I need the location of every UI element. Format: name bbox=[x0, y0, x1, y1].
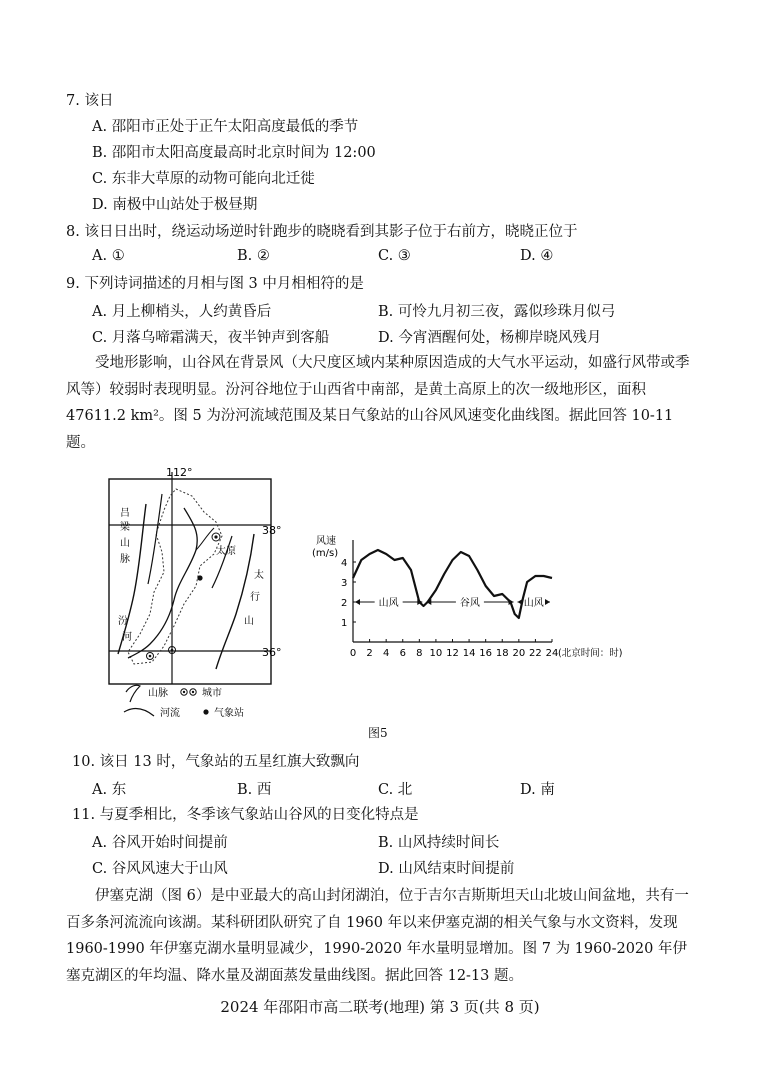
x-tick-label: 14 bbox=[462, 648, 476, 659]
x-tick-label: 24 bbox=[545, 648, 559, 659]
q10-stem: 10. 该日 13 时，气象站的五星红旗大致飘向 bbox=[72, 754, 360, 770]
q9-option-a: A. 月上柳梢头，人约黄昏后 bbox=[92, 304, 272, 320]
q8-options bbox=[92, 248, 692, 268]
q7-option-b: B. 邵阳市太阳高度最高时北京时间为 12:00 bbox=[92, 145, 376, 161]
arrow-head bbox=[355, 599, 360, 605]
page-footer: 2024 年邵阳市高二联考(地理) 第 3 页(共 8 页) bbox=[220, 998, 540, 1016]
weather-station-marker bbox=[197, 575, 202, 580]
arrow-head bbox=[518, 599, 523, 605]
map-label-fen: 汾 bbox=[118, 616, 128, 627]
q8-stem: 8. 该日日出时，绕运动场逆时针跑步的晓晓看到其影子位于右前方，晓晓正位于 bbox=[66, 224, 578, 240]
wind-period-label: 谷风 bbox=[459, 598, 480, 609]
q11-option-a: A. 谷风开始时间提前 bbox=[92, 835, 228, 851]
q9-option-d: D. 今宵酒醒何处，杨柳岸晓风残月 bbox=[378, 330, 602, 346]
q10-option-a: A. 东 bbox=[92, 782, 127, 798]
q9-options-row1 bbox=[92, 300, 692, 320]
map-label-shan2: 山 bbox=[244, 616, 254, 627]
arrow-head bbox=[545, 599, 550, 605]
x-tick-label: 18 bbox=[495, 648, 509, 659]
q7-stem: 7. 该日 bbox=[66, 93, 114, 109]
q7-option-d: D. 南极中山站处于极昼期 bbox=[92, 197, 258, 213]
lon-112-label: 112° bbox=[166, 466, 193, 479]
x-tick-label: 20 bbox=[512, 648, 526, 659]
x-axis-label: (北京时间：时) bbox=[558, 648, 623, 659]
q8-option-a: A. ① bbox=[92, 248, 125, 264]
x-tick-label: 2 bbox=[366, 648, 373, 659]
map-label-tai: 太 bbox=[254, 570, 264, 581]
map-label-hang: 行 bbox=[250, 592, 260, 603]
lat-38-label: 38° bbox=[262, 524, 282, 537]
q11-options-row1 bbox=[92, 831, 692, 851]
q9-option-b: B. 可怜九月初三夜，露似珍珠月似弓 bbox=[378, 304, 616, 320]
x-tick-label: 4 bbox=[382, 648, 390, 659]
q8-option-c: C. ③ bbox=[378, 248, 411, 264]
x-tick-label: 0 bbox=[349, 648, 357, 659]
lat-36-label: 36° bbox=[262, 646, 282, 659]
q10-option-c: C. 北 bbox=[378, 782, 413, 798]
wind-period-label: 山风 bbox=[523, 598, 544, 609]
x-tick-label: 6 bbox=[399, 648, 406, 659]
legend-river-label: 河流 bbox=[160, 708, 180, 719]
intro-paragraph-10-11: 受地形影响，山谷风在背景风（大尺度区域内某种原因造成的大气水平运动，如盛行风带或季风等）较弱时表现明显。汾河谷地位于山西省中南部，是黄土高原上的次一级地形区，面积 47611.2 km²。图 5 为汾河流域范围及某日气象站的山谷风风速变化曲线图。据此回答 10-11 题。 bbox=[66, 355, 690, 451]
x-tick-label: 8 bbox=[416, 648, 423, 659]
q11-option-d: D. 山风结束时间提前 bbox=[378, 861, 515, 877]
q10-option-d: D. 南 bbox=[520, 782, 555, 798]
figure-5-caption: 图5 bbox=[368, 726, 388, 740]
map-label-shan: 山 bbox=[120, 538, 130, 549]
q11-option-b: B. 山风持续时间长 bbox=[378, 835, 500, 851]
q11-options-row2 bbox=[92, 857, 692, 877]
legend-station-label: 气象站 bbox=[214, 708, 244, 719]
q10-option-b: B. 西 bbox=[237, 782, 272, 798]
q7-option-c: C. 东非大草原的动物可能向北迁徙 bbox=[92, 171, 315, 187]
wind-period-label: 山风 bbox=[378, 598, 399, 609]
q8-option-b: B. ② bbox=[237, 248, 270, 264]
x-tick-label: 12 bbox=[446, 648, 459, 659]
map-label-liang: 梁 bbox=[120, 522, 130, 533]
map-label-taiyuan: 太原 bbox=[216, 546, 236, 557]
q11-option-c: C. 谷风风速大于山风 bbox=[92, 861, 228, 877]
legend-mountain-label: 山脉 bbox=[148, 688, 168, 699]
intro-paragraph-12-13: 伊塞克湖（图 6）是中亚最大的高山封闭湖泊，位于吉尔吉斯斯坦天山北坡山间盆地，共有一百多条河流流向该湖。某科研团队研究了自 1960 年以来伊塞克湖的相关气象与水文资料，发现 1960-1990 年伊塞克湖水量明显减少，1990-2020 年水量明显增加。图 7 为 1960-2020 年伊塞克湖区的年均温、降水量及湖面蒸发量曲线图。据此回答 12-13 题。 bbox=[66, 888, 689, 984]
map-label-lv: 吕 bbox=[120, 508, 130, 519]
q7-option-a: A. 邵阳市正处于正午太阳高度最低的季节 bbox=[92, 119, 359, 135]
y-tick-label: 2 bbox=[341, 598, 348, 609]
y-axis-unit: (m/s) bbox=[312, 548, 339, 559]
q8-option-d: D. ④ bbox=[520, 248, 554, 264]
map-label-he: 河 bbox=[122, 632, 132, 643]
y-tick-label: 3 bbox=[341, 578, 348, 589]
q9-stem: 9. 下列诗词描述的月相与图 3 中月相相符的是 bbox=[66, 276, 364, 292]
y-axis-label: 风速 bbox=[316, 536, 336, 547]
y-tick-label: 1 bbox=[341, 618, 348, 629]
y-tick-label: 4 bbox=[341, 558, 348, 569]
x-tick-label: 22 bbox=[529, 648, 542, 659]
fenhe-map bbox=[104, 464, 304, 724]
q9-option-c: C. 月落乌啼霜满天，夜半钟声到客船 bbox=[92, 330, 330, 346]
legend-city-label: 城市 bbox=[202, 688, 222, 699]
map-label-mai: 脉 bbox=[120, 554, 130, 565]
q10-options bbox=[92, 778, 692, 798]
q9-options-row2 bbox=[92, 326, 692, 346]
q11-stem: 11. 与夏季相比，冬季该气象站山谷风的日变化特点是 bbox=[72, 807, 419, 823]
wind-speed-chart bbox=[308, 520, 698, 670]
x-tick-label: 10 bbox=[429, 648, 443, 659]
x-tick-label: 16 bbox=[479, 648, 493, 659]
